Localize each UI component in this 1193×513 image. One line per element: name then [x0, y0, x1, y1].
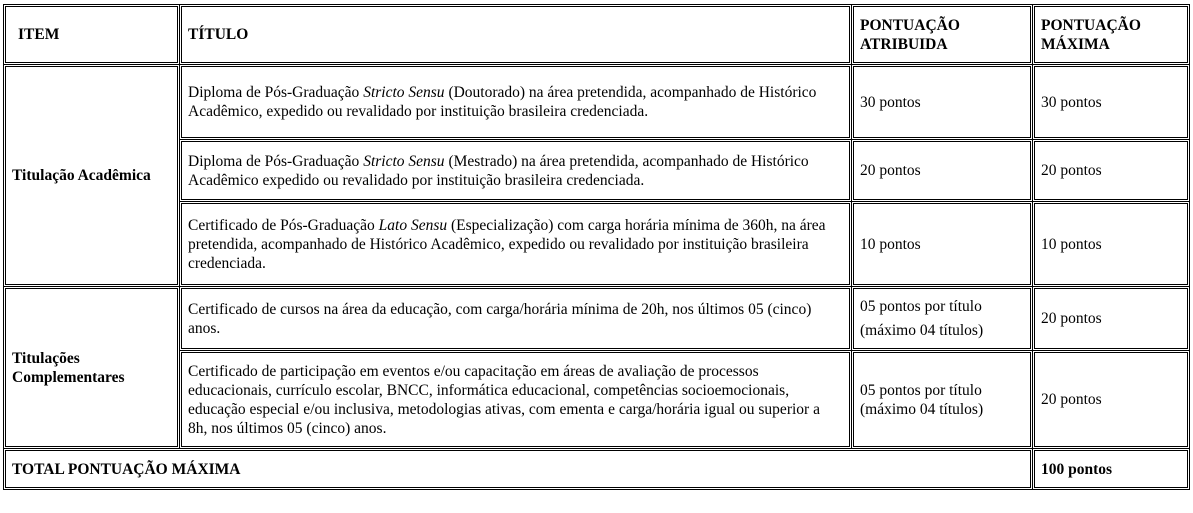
row-description: Diploma de Pós-Graduação Stricto Sensu (Mestrado) na área pretendida, acompanhado de Histórico Acadêmico expedido ou revalidado por instituição brasileira credenciada. — [180, 140, 852, 202]
scoring-table — [3, 4, 1190, 490]
group-titulacoes-complementares: Titulações Complementares — [4, 287, 180, 449]
row-pontuacao-atribuida: 30 pontos — [852, 65, 1033, 140]
total-row — [4, 449, 1190, 490]
header-titulo: TÍTULO — [180, 5, 852, 65]
row-pontuacao-maxima: 20 pontos — [1033, 287, 1190, 351]
header-pontuacao-maxima: PONTUAÇÃO MÁXIMA — [1033, 5, 1190, 65]
group-titulacao-academica: Titulação Acadêmica — [4, 65, 180, 287]
row-pontuacao-atribuida: 10 pontos — [852, 202, 1033, 287]
header-row — [4, 5, 1190, 65]
row-pontuacao-maxima: 10 pontos — [1033, 202, 1190, 287]
table-row — [4, 351, 1190, 449]
row-pontuacao-maxima: 30 pontos — [1033, 65, 1190, 140]
row-description: Certificado de cursos na área da educação, com carga/horária mínima de 20h, nos últimos 05 (cinco) anos. — [180, 287, 852, 351]
row-description: Diploma de Pós-Graduação Stricto Sensu (Doutorado) na área pretendida, acompanhado de Histórico Acadêmico, expedido ou revalidado por instituição brasileira credenciada. — [180, 65, 852, 140]
header-pontuacao-atribuida: PONTUAÇÃO ATRIBUIDA — [852, 5, 1033, 65]
total-label: TOTAL PONTUAÇÃO MÁXIMA — [4, 449, 1033, 490]
total-value: 100 pontos — [1033, 449, 1190, 490]
row-description: Certificado de Pós-Graduação Lato Sensu (Especialização) com carga horária mínima de 360h, na área pretendida, acompanhado de Histórico Acadêmico, expedido ou revalidado por instituição brasileira credenciada. — [180, 202, 852, 287]
row-pontuacao-atribuida: 05 pontos por título (máximo 04 títulos) — [852, 287, 1033, 351]
header-item: ITEM — [4, 5, 180, 65]
row-pontuacao-atribuida: 05 pontos por título (máximo 04 títulos) — [852, 351, 1033, 449]
table-row — [4, 65, 1190, 140]
table-row — [4, 202, 1190, 287]
row-pontuacao-maxima: 20 pontos — [1033, 351, 1190, 449]
row-description: Certificado de participação em eventos e/ou capacitação em áreas de avaliação de processos educacionais, currículo escolar, BNCC, informática educacional, competências socioemocionais, educação especial e/ou inclusiva, metodologias ativas, com ementa e carga/horária igual ou superior a 8h, nos últimos 05 (cinco) anos. — [180, 351, 852, 449]
row-pontuacao-maxima: 20 pontos — [1033, 140, 1190, 202]
table-row — [4, 287, 1190, 351]
table-row — [4, 140, 1190, 202]
row-pontuacao-atribuida: 20 pontos — [852, 140, 1033, 202]
